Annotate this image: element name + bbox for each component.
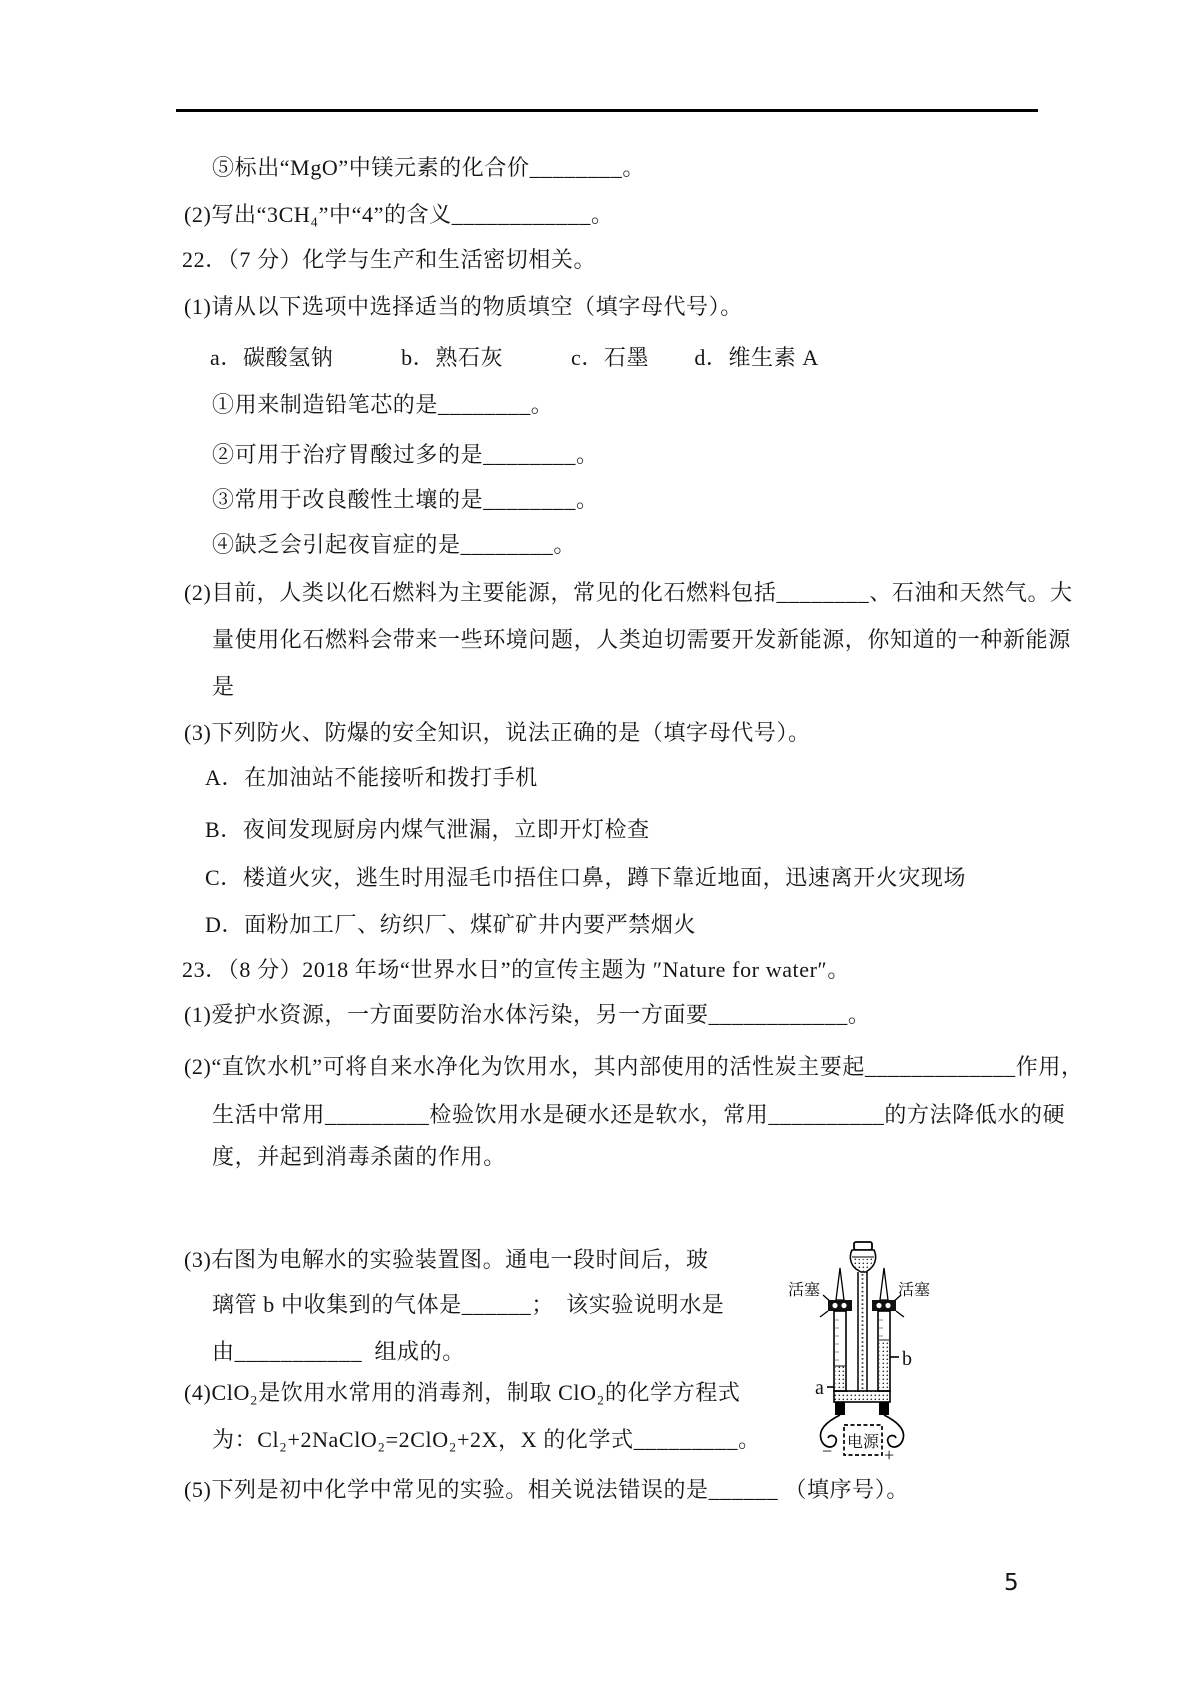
q23-part3-line1: (3)右图为电解水的实验装置图。通电一段时间后，玻 (184, 1247, 709, 1272)
q22-part1-options: a．碳酸氢钠 b．熟石灰 c．石墨 d．维生素 A (210, 345, 819, 370)
power-supply-label: 电源 (846, 1434, 880, 1451)
plus-terminal-label: + (884, 1445, 895, 1465)
q23-part2-line2: 生活中常用_________检验饮用水是硬水还是软水，常用__________的方法降低水的硬 (212, 1102, 1066, 1127)
thistle-funnel (850, 1242, 875, 1272)
stopcock-left (820, 1268, 852, 1317)
q22-part3-optionD: D．面粉加工厂、纺织厂、煤矿矿井内要严禁烟火 (205, 912, 697, 937)
q22-part1-prompt: (1)请从以下选项中选择适当的物质填空（填字母代号）。 (184, 294, 743, 319)
q23-heading: 23．（8 分）2018 年场“世界水日”的宣传主题为 ″Nature for water″。 (182, 957, 850, 982)
q22-part3-prompt: (3)下列防火、防爆的安全知识，说法正确的是（填字母代号）。 (184, 720, 811, 745)
tube-a (834, 1311, 846, 1391)
q22-heading: 22．（7 分）化学与生产和生活密切相关。 (182, 247, 597, 272)
q22-part3-optionB: B．夜间发现厨房内煤气泄漏，立即开灯检查 (205, 817, 650, 842)
q21-part2-line: (2)写出“3CH₄”中“4”的含义____________。 (184, 202, 614, 227)
page-number: 5 (1004, 1570, 1019, 1596)
electrolysis-apparatus-figure (778, 1238, 942, 1468)
tube-a-label: a (815, 1377, 824, 1399)
q21-item5-line: ⑤标出“MgO”中镁元素的化合价________。 (212, 155, 645, 180)
minus-terminal-label: − (822, 1441, 833, 1461)
q23-part4-line2: 为：Cl₂+2NaClO₂=2ClO₂+2X，X 的化学式_________。 (212, 1427, 761, 1452)
q22-part2-line2: 量使用化石燃料会带来一些环境问题，人类迫切需要开发新能源，你知道的一种新能源 (212, 627, 1071, 652)
q23-part1-line: (1)爱护水资源，一方面要防治水体污染，另一方面要____________。 (184, 1002, 871, 1027)
q22-part1-item2: ②可用于治疗胃酸过多的是________。 (212, 442, 599, 467)
q22-part3-optionA: A．在加油站不能接听和拨打手机 (205, 765, 538, 790)
q22-part2-line1: (2)目前，人类以化石燃料为主要能源，常见的化石燃料包括________、石油和天然气。大 (184, 580, 1073, 605)
electrode-left (835, 1402, 845, 1415)
tube-b-label: b (902, 1348, 912, 1370)
piston-label-right: 活塞 (898, 1282, 931, 1299)
electrode-right (879, 1402, 889, 1415)
q22-part1-item3: ③常用于改良酸性土壤的是________。 (212, 487, 599, 512)
wire-right (884, 1415, 904, 1447)
piston-label-left: 活塞 (788, 1282, 821, 1299)
q23-part2-line3: 度，并起到消毒杀菌的作用。 (212, 1144, 506, 1169)
q22-part2-line3: 是 (212, 674, 235, 699)
q23-part5-line: (5)下列是初中化学中常见的实验。相关说法错误的是______ （填序号）。 (184, 1477, 909, 1502)
q22-part1-item4: ④缺乏会引起夜盲症的是________。 (212, 532, 577, 557)
manifold-tube (834, 1391, 890, 1402)
q23-part3-line2: 璃管 b 中收集到的气体是______； 该实验说明水是 (212, 1292, 725, 1317)
tube-b (878, 1311, 890, 1391)
q23-part3-line3: 由___________ 组成的。 (212, 1339, 465, 1364)
q23-part2-line1: (2)“直饮水机”可将自来水净化为饮用水，其内部使用的活性炭主要起_____________作用， (184, 1054, 1084, 1079)
q22-part1-item1: ①用来制造铅笔芯的是________。 (212, 392, 554, 417)
q22-part3-optionC: C．楼道火灾，逃生时用湿毛巾捂住口鼻，蹲下靠近地面，迅速离开火灾现场 (205, 865, 967, 890)
header-rule (176, 109, 1038, 112)
q23-part4-line1: (4)ClO₂是饮用水常用的消毒剂，制取 ClO₂的化学方程式 (184, 1380, 741, 1405)
center-tube (858, 1272, 867, 1392)
